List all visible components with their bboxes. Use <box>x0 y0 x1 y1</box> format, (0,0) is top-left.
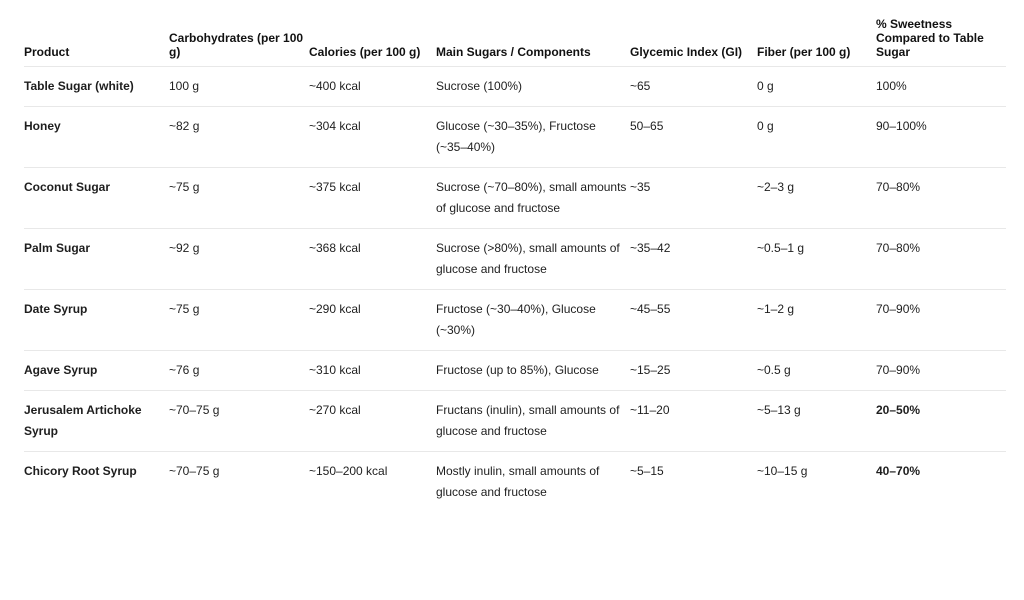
cell-fiber: ~5–13 g <box>757 391 876 452</box>
table-row <box>24 107 1006 168</box>
cell-product: Honey <box>24 107 169 168</box>
cell-calories: ~304 kcal <box>309 107 436 168</box>
table-row <box>24 67 1006 107</box>
cell-sweetness: 20–50% <box>876 391 1006 452</box>
cell-sweetness: 100% <box>876 67 1006 107</box>
cell-main-sugars: Sucrose (~70–80%), small amounts of glucose and fructose <box>436 168 630 229</box>
cell-glycemic-index: ~11–20 <box>630 391 757 452</box>
cell-glycemic-index: ~35 <box>630 168 757 229</box>
cell-main-sugars: Sucrose (100%) <box>436 67 630 107</box>
cell-calories: ~400 kcal <box>309 67 436 107</box>
cell-carbohydrates: ~75 g <box>169 168 309 229</box>
cell-main-sugars: Glucose (~30–35%), Fructose (~35–40%) <box>436 107 630 168</box>
table-header <box>24 0 1006 67</box>
cell-sweetness: 70–80% <box>876 168 1006 229</box>
cell-product: Table Sugar (white) <box>24 67 169 107</box>
cell-fiber: 0 g <box>757 67 876 107</box>
cell-carbohydrates: ~92 g <box>169 229 309 290</box>
cell-main-sugars: Mostly inulin, small amounts of glucose and fructose <box>436 452 630 513</box>
cell-carbohydrates: ~82 g <box>169 107 309 168</box>
cell-fiber: ~2–3 g <box>757 168 876 229</box>
header-glycemic-index: Glycemic Index (GI) <box>630 45 743 59</box>
cell-calories: ~290 kcal <box>309 290 436 351</box>
table-row <box>24 229 1006 290</box>
cell-fiber: 0 g <box>757 107 876 168</box>
cell-product: Jerusalem Artichoke Syrup <box>24 391 169 452</box>
cell-glycemic-index: ~15–25 <box>630 351 757 391</box>
header-sweetness: % Sweetness Compared to Table Sugar <box>876 17 984 59</box>
header-carbohydrates: Carbohydrates (per 100 g) <box>169 31 304 59</box>
cell-calories: ~270 kcal <box>309 391 436 452</box>
header-fiber: Fiber (per 100 g) <box>757 45 851 59</box>
cell-carbohydrates: ~70–75 g <box>169 391 309 452</box>
cell-sweetness: 70–90% <box>876 290 1006 351</box>
cell-glycemic-index: 50–65 <box>630 107 757 168</box>
table-row <box>24 168 1006 229</box>
table-row <box>24 452 1006 513</box>
cell-sweetness: 90–100% <box>876 107 1006 168</box>
cell-main-sugars: Fructose (~30–40%), Glucose (~30%) <box>436 290 630 351</box>
cell-product: Agave Syrup <box>24 351 169 391</box>
cell-calories: ~375 kcal <box>309 168 436 229</box>
table-body <box>24 67 1006 513</box>
header-product: Product <box>24 45 70 59</box>
cell-carbohydrates: 100 g <box>169 67 309 107</box>
cell-glycemic-index: ~45–55 <box>630 290 757 351</box>
table-row <box>24 290 1006 351</box>
cell-main-sugars: Sucrose (>80%), small amounts of glucose and fructose <box>436 229 630 290</box>
cell-carbohydrates: ~76 g <box>169 351 309 391</box>
cell-sweetness: 70–80% <box>876 229 1006 290</box>
cell-product: Date Syrup <box>24 290 169 351</box>
cell-fiber: ~1–2 g <box>757 290 876 351</box>
cell-carbohydrates: ~70–75 g <box>169 452 309 513</box>
table-row <box>24 351 1006 391</box>
cell-fiber: ~0.5 g <box>757 351 876 391</box>
cell-calories: ~150–200 kcal <box>309 452 436 513</box>
cell-sweetness: 40–70% <box>876 452 1006 513</box>
cell-calories: ~310 kcal <box>309 351 436 391</box>
cell-product: Palm Sugar <box>24 229 169 290</box>
sweetener-comparison-table-wrapper <box>24 0 1006 512</box>
cell-glycemic-index: ~35–42 <box>630 229 757 290</box>
cell-product: Chicory Root Syrup <box>24 452 169 513</box>
cell-main-sugars: Fructose (up to 85%), Glucose <box>436 351 630 391</box>
header-calories: Calories (per 100 g) <box>309 45 421 59</box>
cell-glycemic-index: ~65 <box>630 67 757 107</box>
header-row <box>24 0 1006 67</box>
table-row <box>24 391 1006 452</box>
cell-glycemic-index: ~5–15 <box>630 452 757 513</box>
cell-product: Coconut Sugar <box>24 168 169 229</box>
cell-calories: ~368 kcal <box>309 229 436 290</box>
header-main-sugars: Main Sugars / Components <box>436 45 591 59</box>
cell-sweetness: 70–90% <box>876 351 1006 391</box>
cell-carbohydrates: ~75 g <box>169 290 309 351</box>
sweetener-comparison-table <box>24 0 1006 512</box>
cell-fiber: ~0.5–1 g <box>757 229 876 290</box>
cell-main-sugars: Fructans (inulin), small amounts of glucose and fructose <box>436 391 630 452</box>
cell-fiber: ~10–15 g <box>757 452 876 513</box>
